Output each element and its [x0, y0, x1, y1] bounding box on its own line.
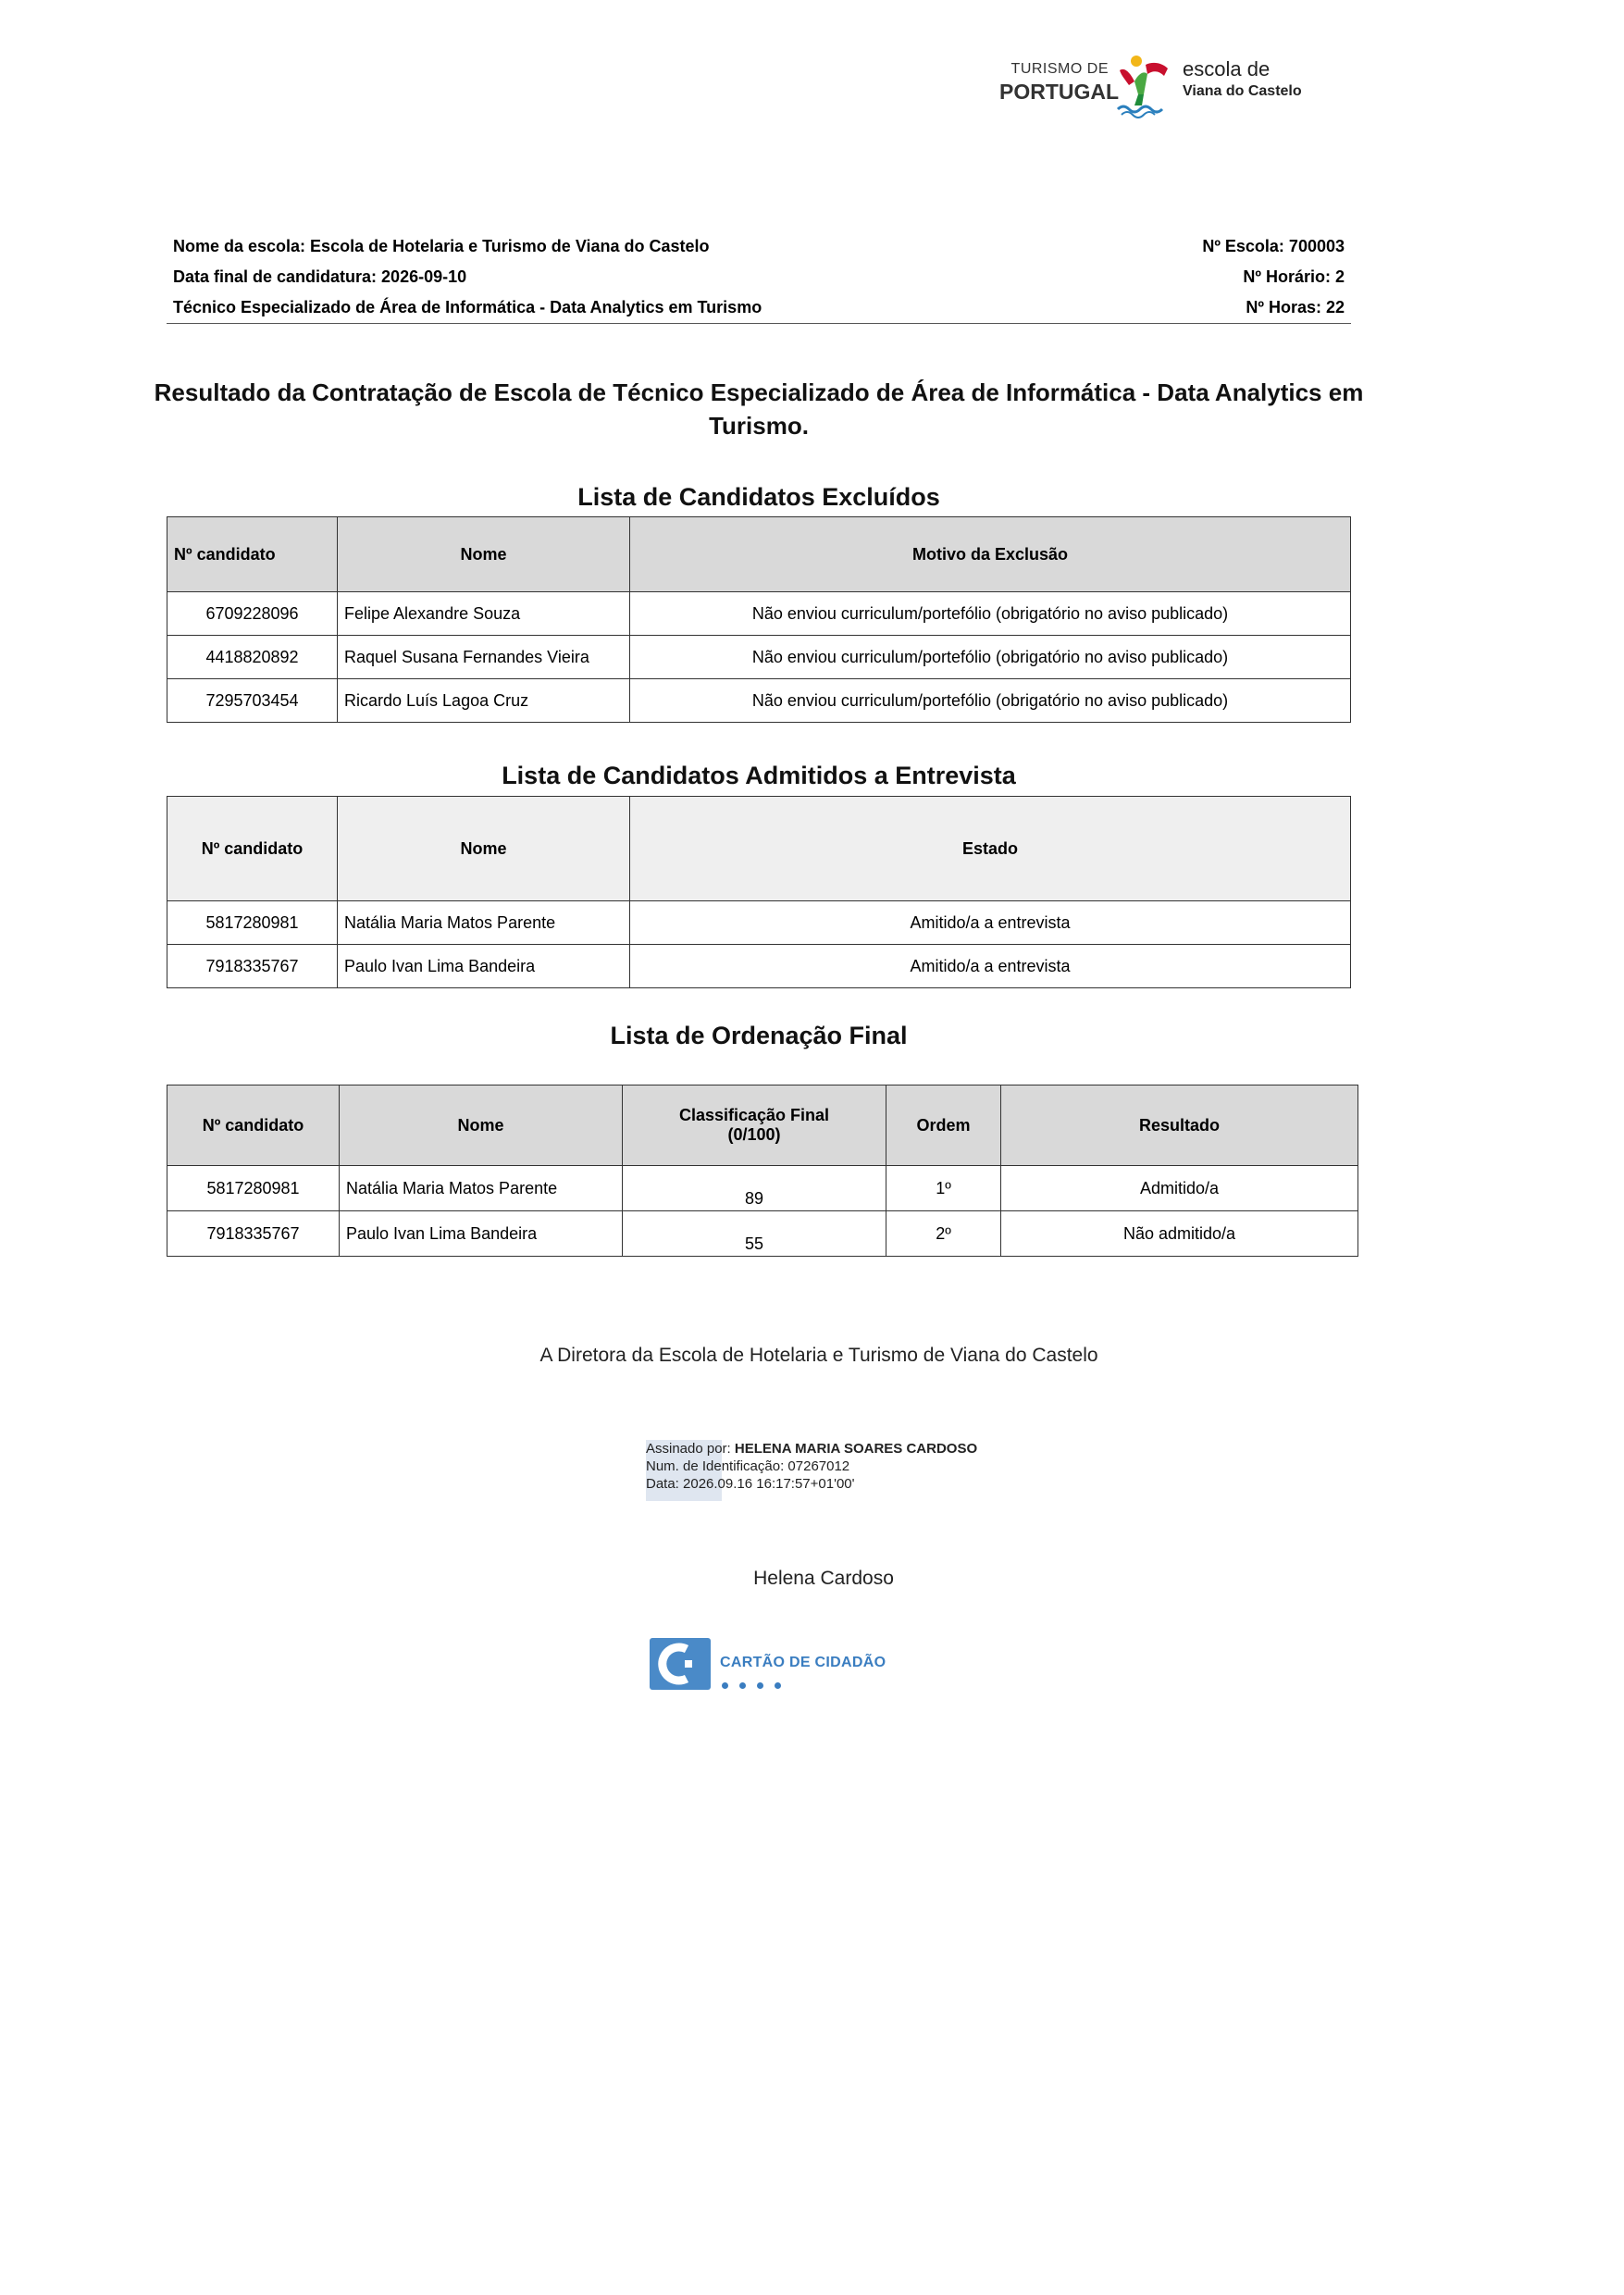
- column-header: Nome: [338, 797, 630, 901]
- column-header-classification: [623, 1085, 886, 1166]
- table-row: [167, 592, 1351, 636]
- final-score: 89: [623, 1166, 886, 1211]
- result: Não admitido/a: [1001, 1211, 1358, 1257]
- logo-escola-de: escola de: [1183, 57, 1271, 81]
- candidate-number: 7918335767: [167, 1211, 340, 1257]
- result: Admitido/a: [1001, 1166, 1358, 1211]
- candidate-number: 5817280981: [167, 901, 338, 945]
- candidate-name: Paulo Ivan Lima Bandeira: [340, 1211, 623, 1257]
- final-ordering-title: Lista de Ordenação Final: [610, 1022, 908, 1049]
- table-row: [167, 1211, 1358, 1257]
- candidate-number: 5817280981: [167, 1166, 340, 1211]
- candidate-number: 7918335767: [167, 945, 338, 988]
- final-ordering-table: [167, 1085, 1358, 1257]
- candidate-name: Natália Maria Matos Parente: [338, 901, 630, 945]
- turismo-portugal-wordmark: [999, 61, 1120, 105]
- signer-id: Num. de Identificação: 07267012: [646, 1458, 850, 1474]
- exclusion-reason: Não enviou curriculum/portefólio (obrigatório no aviso publicado): [630, 679, 1351, 723]
- rank: 2º: [886, 1211, 1001, 1257]
- table-header-row: [167, 797, 1351, 901]
- table-row: [167, 945, 1351, 988]
- signed-by-label: Assinado por:: [646, 1441, 731, 1457]
- table-header-row: [167, 517, 1351, 592]
- cartao-dots: [722, 1677, 792, 1693]
- column-header: Nome: [340, 1085, 623, 1166]
- director-line: A Diretora da Escola de Hotelaria e Turismo de Viana do Castelo: [539, 1345, 1098, 1366]
- table-header-row: [167, 1085, 1358, 1166]
- column-header: Nome: [338, 517, 630, 592]
- column-header: Nº candidato: [167, 1085, 340, 1166]
- candidate-name: Paulo Ivan Lima Bandeira: [338, 945, 630, 988]
- digital-signature-block: [646, 1440, 977, 1493]
- school-info-header: [167, 231, 1351, 324]
- schedule-number: Nº Horário: 2: [1243, 267, 1345, 286]
- hours-number: Nº Horas: 22: [1246, 298, 1345, 316]
- table-row: [167, 679, 1351, 723]
- signature-date: Data: 2026.09.16 16:17:57+01'00': [646, 1476, 855, 1492]
- logo-turismo-de: TURISMO DE: [1010, 61, 1109, 77]
- rank: 1º: [886, 1166, 1001, 1211]
- candidate-name: Natália Maria Matos Parente: [340, 1166, 623, 1211]
- admitted-list-title: Lista de Candidatos Admitidos a Entrevista: [502, 762, 1016, 789]
- exclusion-reason: Não enviou curriculum/portefólio (obrigatório no aviso publicado): [630, 592, 1351, 636]
- column-header: Nº candidato: [167, 797, 338, 901]
- table-row: [167, 636, 1351, 679]
- table-row: [167, 901, 1351, 945]
- excluded-list-title: Lista de Candidatos Excluídos: [577, 483, 940, 511]
- column-header: Motivo da Exclusão: [630, 517, 1351, 592]
- school-number: Nº Escola: 700003: [1202, 237, 1345, 255]
- cartao-cidadao-logo: [650, 1638, 890, 1693]
- cartao-cidadao-label: CARTÃO DE CIDADÃO: [720, 1655, 886, 1670]
- exclusion-reason: Não enviou curriculum/portefólio (obrigatório no aviso publicado): [630, 636, 1351, 679]
- column-header: Estado: [630, 797, 1351, 901]
- candidate-number: 6709228096: [167, 592, 338, 636]
- excluded-candidates-table: [167, 516, 1351, 723]
- deadline-date: Data final de candidatura: 2026-09-10: [173, 267, 467, 286]
- signer-name: Helena Cardoso: [753, 1568, 894, 1589]
- final-score: 55: [623, 1211, 886, 1257]
- column-header: Nº candidato: [167, 517, 338, 592]
- turismo-portugal-logo: [999, 54, 1314, 128]
- candidate-number: 4418820892: [167, 636, 338, 679]
- classification-label: Classificação Final: [678, 1106, 830, 1124]
- candidate-name: Felipe Alexandre Souza: [338, 592, 630, 636]
- admitted-candidates-table: [167, 796, 1351, 988]
- candidate-number: 7295703454: [167, 679, 338, 723]
- classification-scale: (0/100): [727, 1125, 781, 1144]
- escola-viana-wordmark: [1183, 57, 1302, 100]
- candidate-name: Ricardo Luís Lagoa Cruz: [338, 679, 630, 723]
- page-title: Resultado da Contratação de Escola de Técnico Especializado de Área de Informática - Data Analytics em Turismo.: [154, 378, 1364, 440]
- logo-viana-do-castelo: Viana do Castelo: [1183, 83, 1302, 99]
- column-header: Ordem: [886, 1085, 1001, 1166]
- school-name: Nome da escola: Escola de Hotelaria e Turismo de Viana do Castelo: [173, 237, 710, 255]
- cartao-cidadao-icon: [650, 1638, 711, 1690]
- candidate-name: Raquel Susana Fernandes Vieira: [338, 636, 630, 679]
- column-header: Resultado: [1001, 1085, 1358, 1166]
- course-name: Técnico Especializado de Área de Informática - Data Analytics em Turismo: [173, 298, 762, 316]
- turismo-portugal-mark-icon: [1114, 54, 1173, 118]
- candidate-status: Amitido/a a entrevista: [630, 945, 1351, 988]
- signer-full-name: HELENA MARIA SOARES CARDOSO: [734, 1441, 978, 1457]
- table-row: [167, 1166, 1358, 1211]
- logo-portugal: PORTUGAL: [999, 80, 1120, 104]
- candidate-status: Amitido/a a entrevista: [630, 901, 1351, 945]
